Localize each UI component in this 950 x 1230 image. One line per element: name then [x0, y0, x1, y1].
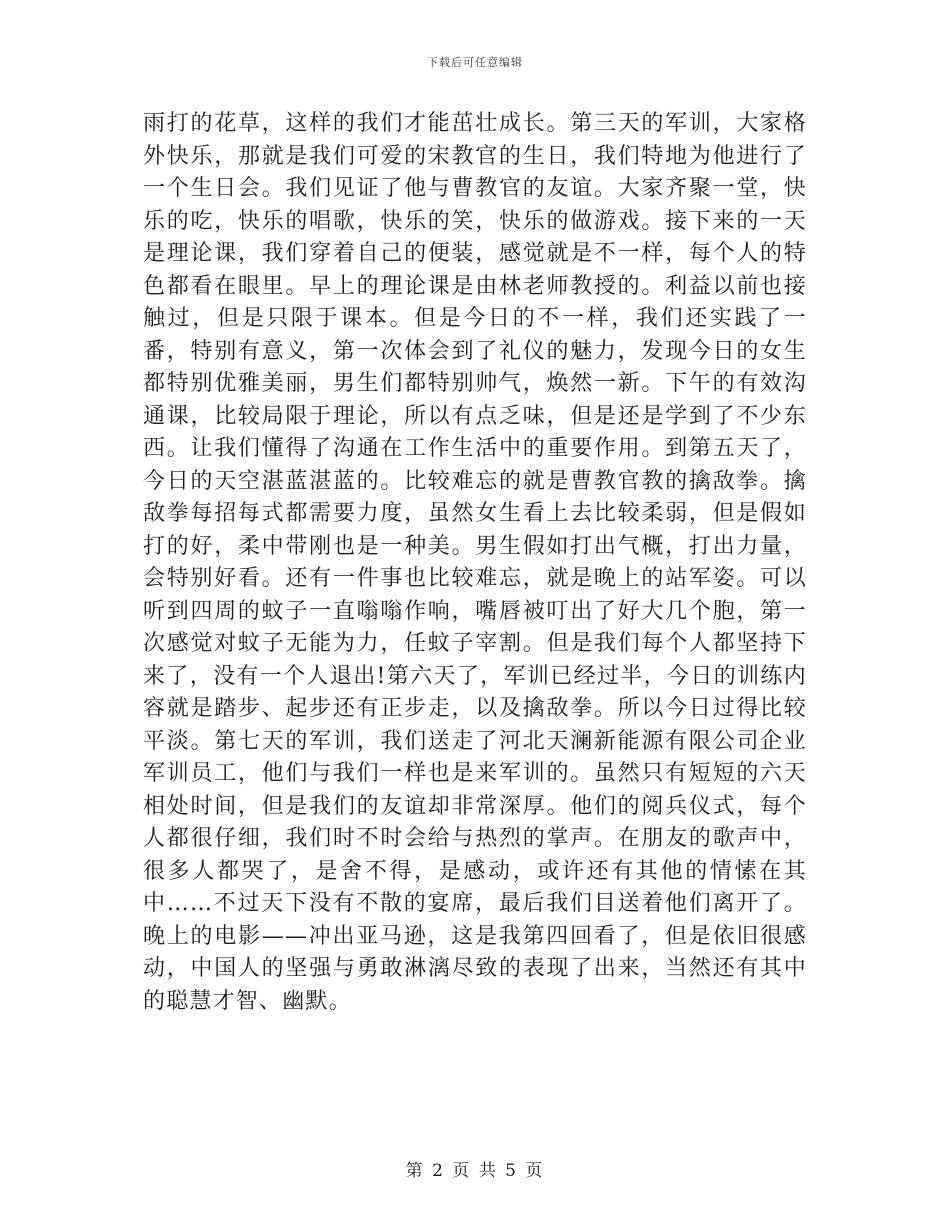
page-number-footer: 第 2 页 共 5 页: [405, 1161, 545, 1181]
body-paragraph: 雨打的花草，这样的我们才能茁壮成长。第三天的军训，大家格外快乐，那就是我们可爱的宋教官的生日，我们特地为他进行了一个生日会。我们见证了他与曹教官的友谊。大家齐聚一堂，快乐的吃，快乐的唱歌，快乐的笑，快乐的做游戏。接下来的一天是理论课，我们穿着自己的便装，感觉就是不一样，每个人的特色都看在眼里。早上的理论课是由林老师教授的。利益以前也接触过，但是只限于课本。但是今日的不一样，我们还实践了一番，特别有意义，第一次体会到了礼仪的魅力，发现今日的女生都特别优雅美丽，男生们都特别帅气，焕然一新。下午的有效沟通课，比较局限于理论，所以有点乏味，但是还是学到了不少东西。让我们懂得了沟通在工作生活中的重要作用。到第五天了，今日的天空湛蓝湛蓝的。比较难忘的就是曹教官教的擒敌拳。擒敌拳每招每式都需要力度，虽然女生看上去比较柔弱，但是假如打的好，柔中带刚也是一种美。男生假如打出气概，打出力量，会特别好看。还有一件事也比较难忘，就是晚上的站军姿。可以听到四周的蚊子一直嗡嗡作响，嘴唇被叮出了好大几个胞，第一次感觉对蚊子无能为力，任蚊子宰割。但是我们每个人都坚持下来了，没有一个人退出!第六天了，军训已经过半，今日的训练内容就是踏步、起步还有正步走，以及擒敌拳。所以今日过得比较平淡。第七天的军训，我们送走了河北天澜新能源有限公司企业军训员工，他们与我们一样也是来军训的。虽然只有短短的六天相处时间，但是我们的友谊却非常深厚。他们的阅兵仪式，每个人都很仔细，我们时不时会给与热烈的掌声。在朋友的歌声中，很多人都哭了，是舍不得，是感动，或许还有其他的情愫在其中……不过天下没有不散的宴席，最后我们目送着他们离开了。晚上的电影——冲出亚马逊，这是我第四回看了，但是依旧很感动，中国人的坚强与勇敢淋漓尽致的表现了出来，当然还有其中的聪慧才智、幽默。: [143, 111, 807, 1014]
page-header-note: 下载后可任意编辑: [427, 56, 523, 69]
